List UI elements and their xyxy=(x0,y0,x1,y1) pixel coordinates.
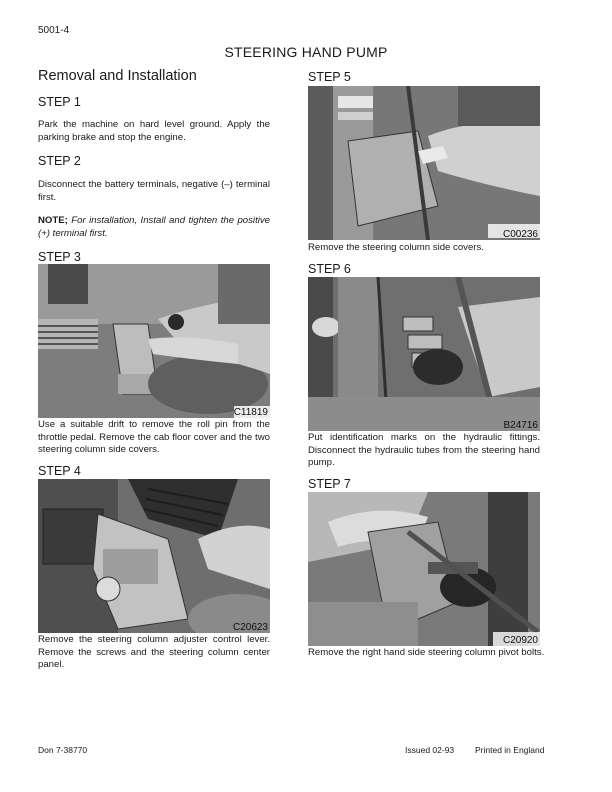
step3-photo xyxy=(38,264,270,418)
step4-label: STEP 4 xyxy=(38,464,81,478)
step7-label: STEP 7 xyxy=(308,477,351,491)
step3-label: STEP 3 xyxy=(38,250,81,264)
footer-printed: Printed in England xyxy=(475,745,545,755)
section-title: Removal and Installation xyxy=(38,68,197,84)
step1-text: Park the machine on hard level ground. Apply the parking brake and stop the engine. xyxy=(38,119,270,143)
step4-photo-code: C20623 xyxy=(232,622,268,633)
step2-text: Disconnect the battery terminals, negative (–) terminal first. xyxy=(38,179,270,203)
footer-issued: Issued 02-93 xyxy=(405,745,455,755)
step1-label: STEP 1 xyxy=(38,95,81,109)
step7-photo-code: C20920 xyxy=(502,635,538,646)
step2-label: STEP 2 xyxy=(38,154,81,168)
page-number: 5001-4 xyxy=(38,25,70,36)
step3-caption: Use a suitable drift to remove the roll pin from the throttle pedal. Remove the cab floor cover and the two steering column side covers. xyxy=(38,419,270,455)
step5-label: STEP 5 xyxy=(308,70,351,84)
step6-photo xyxy=(308,277,540,431)
footer-doc-number: Don 7-38770 xyxy=(38,745,88,755)
note-label: NOTE; xyxy=(38,215,68,226)
step5-caption: Remove the steering column side covers. xyxy=(308,242,484,253)
page-title: STEERING HAND PUMP xyxy=(224,44,388,60)
step7-photo xyxy=(308,492,540,646)
step4-photo xyxy=(38,479,270,633)
note xyxy=(38,215,270,240)
step7-caption: Remove the right hand side steering column pivot bolts. xyxy=(308,647,545,658)
step6-photo-code: B24716 xyxy=(503,420,538,431)
step6-caption: Put identification marks on the hydraulic fittings. Disconnect the hydraulic tubes from the steering hand pump. xyxy=(308,432,540,468)
step3-photo-code: C11819 xyxy=(233,407,268,418)
note-text: For installation, Install and tighten the positive (+) terminal first. xyxy=(38,215,270,239)
step5-photo-code: C00236 xyxy=(502,229,538,240)
step5-photo xyxy=(308,86,540,240)
step6-label: STEP 6 xyxy=(308,262,351,276)
step4-caption: Remove the steering column adjuster control lever. Remove the screws and the steering column center panel. xyxy=(38,634,270,670)
